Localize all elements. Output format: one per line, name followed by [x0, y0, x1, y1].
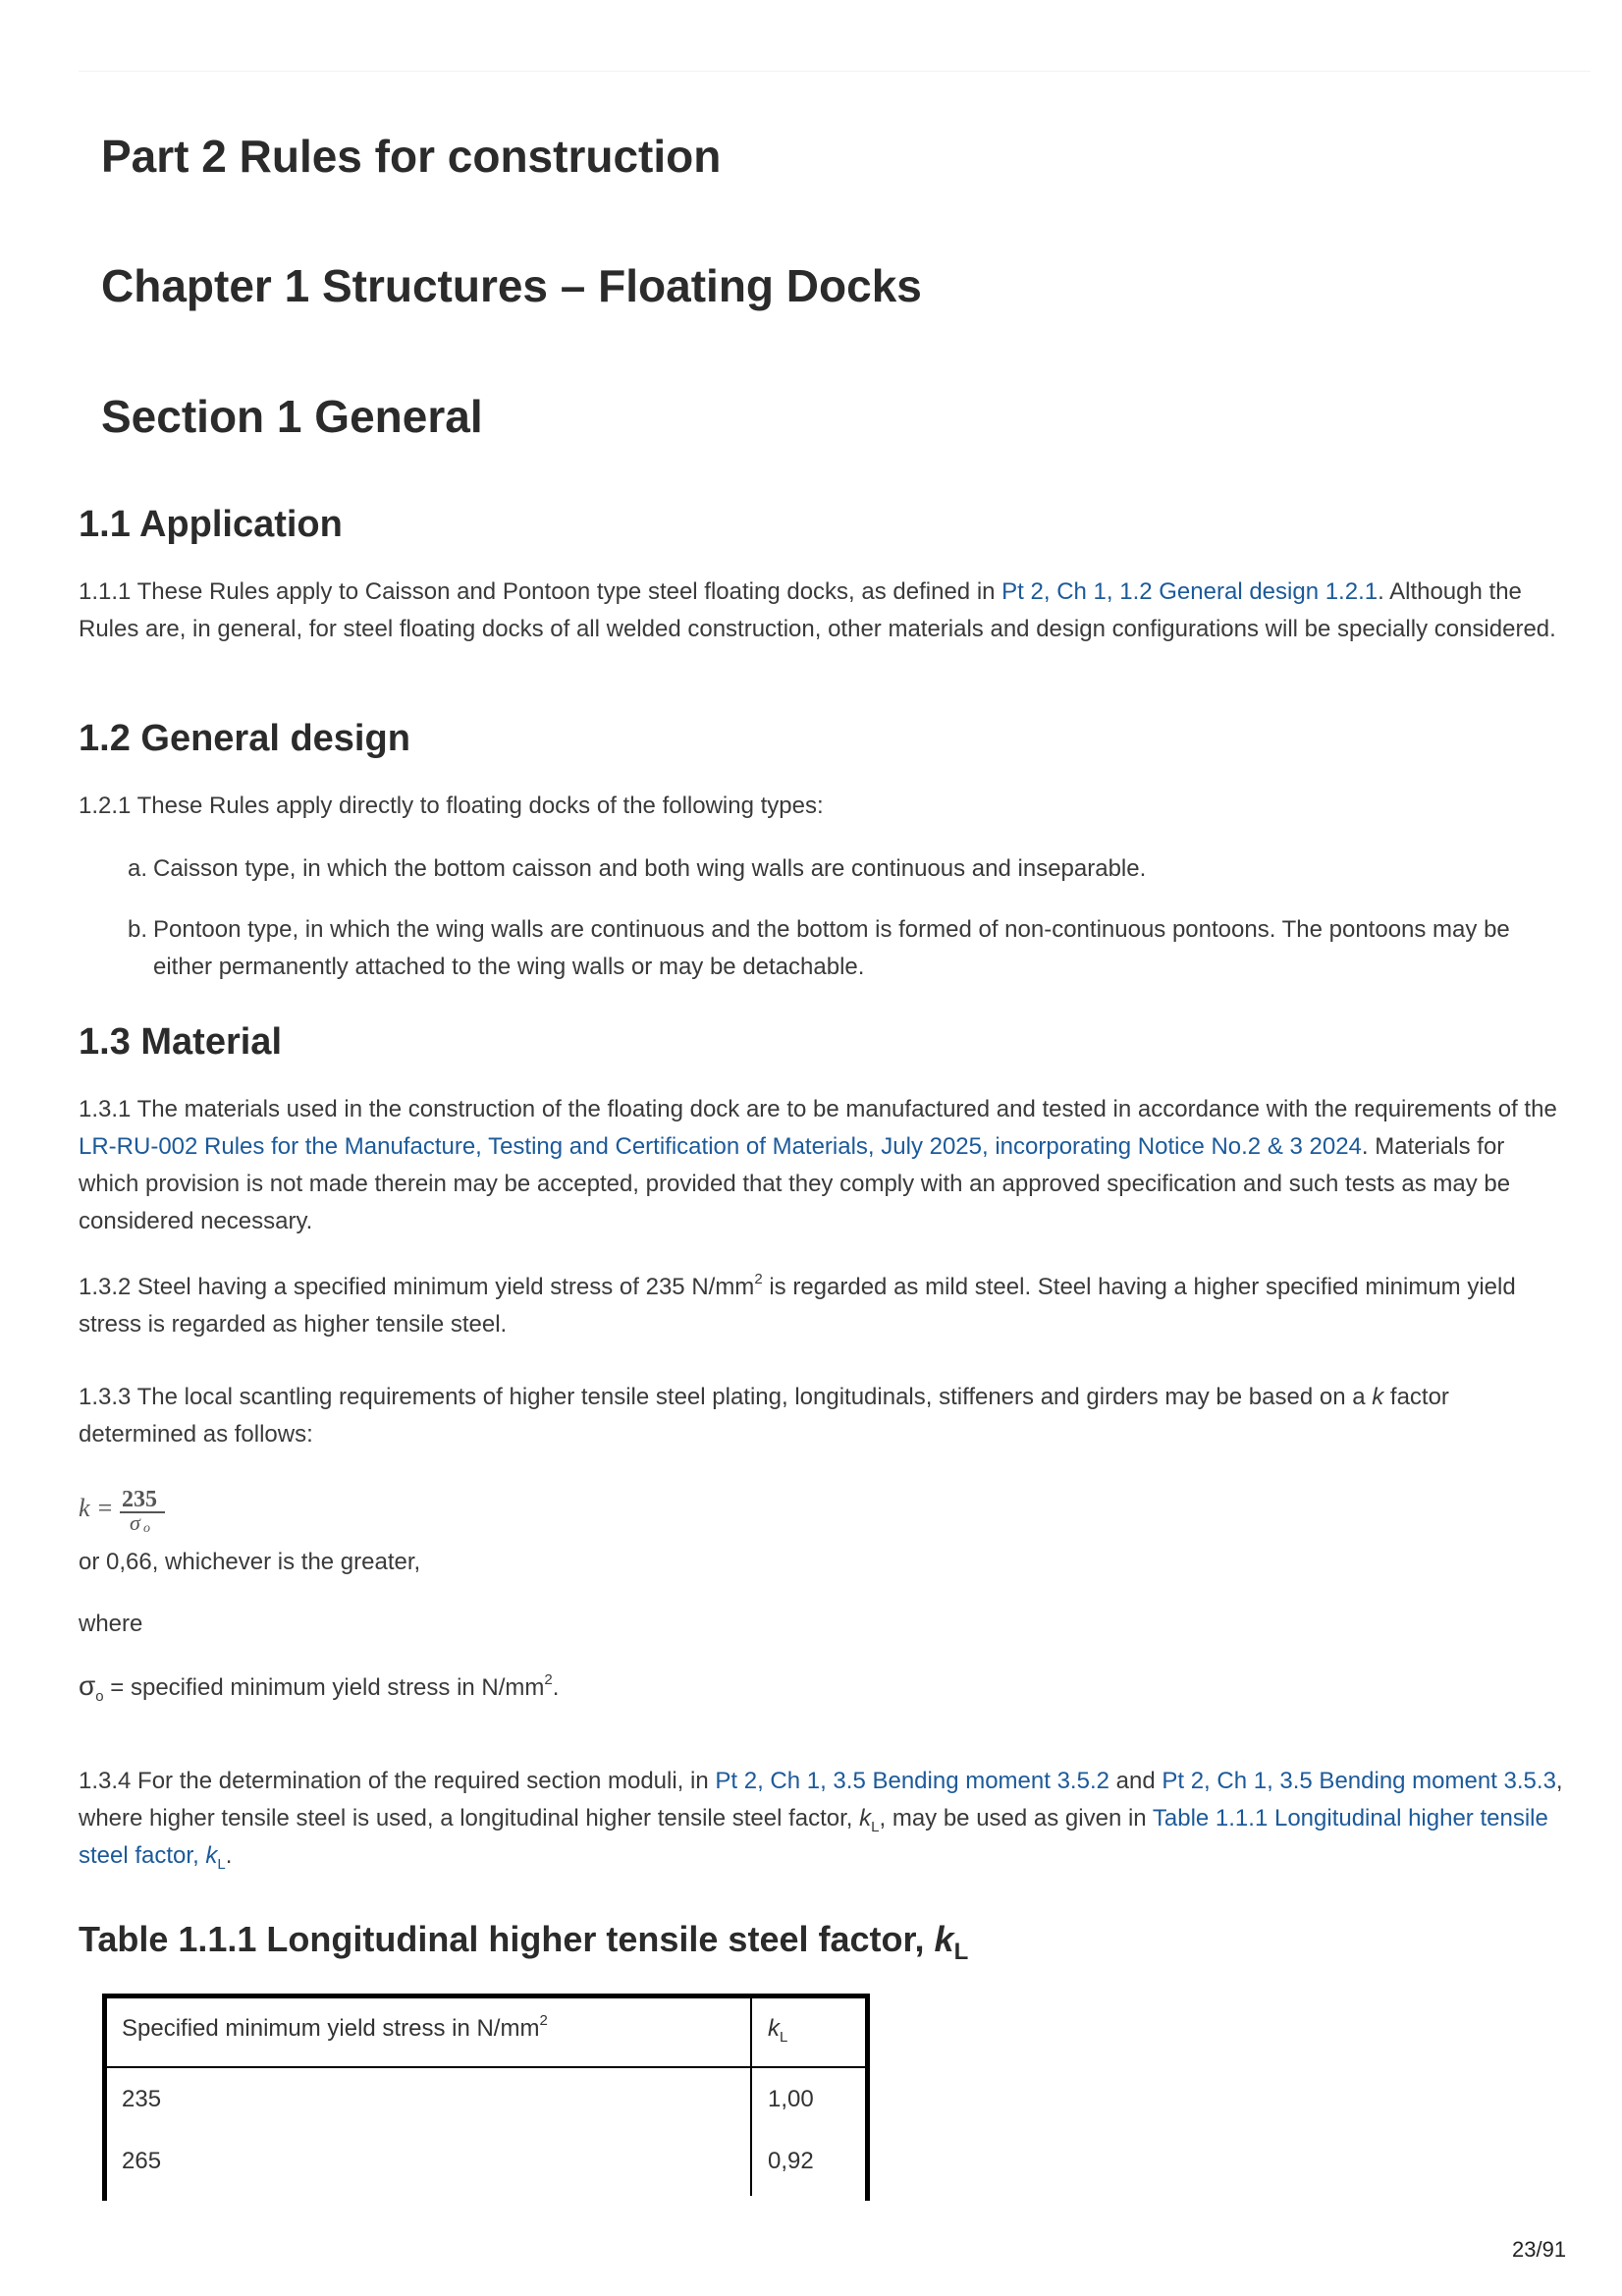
text: is regarded as mild steel. Steel having a higher specified minimum yield stress is regarded as higher tensile steel. — [79, 1274, 1516, 1338]
chapter-title: Chapter 1 Structures – Floating Docks — [101, 260, 922, 311]
paragraph-where: where — [79, 1611, 143, 1637]
text: 1.3.2 Steel having a specified minimum yield stress of 235 N/mm — [79, 1274, 755, 1300]
list-text: Pontoon type, in which the wing walls are continuous and the bottom is formed of non-continuous pontoons. The pontoons may be either permanently attached to the wing walls or may be detachable. — [153, 916, 1510, 980]
paragraph-sigma-definition — [79, 1667, 1571, 1707]
list-item-a — [128, 850, 1571, 888]
paragraph-1-3-3 — [79, 1379, 1571, 1453]
k-symbol: k — [768, 2015, 780, 2042]
text: Specified minimum yield stress in N/mm — [122, 2015, 540, 2042]
k-symbol: k — [934, 1919, 954, 1959]
k-symbol: k — [205, 1842, 218, 1869]
heading-1-3: 1.3 Material — [79, 1021, 282, 1063]
paragraph-1-3-1 — [79, 1091, 1571, 1240]
list-item-b — [128, 911, 1571, 986]
text: 1.3.1 The materials used in the construction of the floating dock are to be manufactured and tested in accordance with the requirements of the — [79, 1096, 1557, 1122]
subscript: L — [953, 1939, 969, 1966]
text: and — [1108, 1768, 1162, 1794]
table-title-text: Table 1.1.1 Longitudinal higher tensile steel factor, — [79, 1919, 935, 1959]
text: factor determined as follows: — [79, 1384, 1449, 1448]
formula-lhs: k = — [79, 1494, 114, 1522]
subscript: o — [95, 1687, 104, 1705]
table-cell-kl-2: 0,92 — [768, 2148, 814, 2174]
list-text: Caisson type, in which the bottom caisson and both wing walls are continuous and inseparable. — [153, 855, 1147, 882]
superscript: 2 — [539, 2012, 548, 2029]
table-cell-stress-1: 235 — [122, 2086, 162, 2112]
text: 1.3.4 For the determination of the required section moduli, in — [79, 1768, 716, 1794]
section-title: Section 1 General — [101, 391, 483, 442]
link-lr-ru-002[interactable]: LR-RU-002 Rules for the Manufacture, Testing and Certification of Materials, July 2025, incorporating Notice No.2 & 3 2024 — [79, 1133, 1362, 1160]
text: 1.3.3 The local scantling requirements of higher tensile steel plating, longitudinals, stiffeners and girders may be based on a — [79, 1384, 1373, 1410]
text: . — [552, 1674, 560, 1701]
formula-denominator: σ — [130, 1510, 140, 1532]
page-number: 23/91 — [1512, 2237, 1567, 2262]
paragraph-1-2-1: 1.2.1 These Rules apply directly to floating docks of the following types: — [79, 793, 824, 819]
subscript: L — [780, 2028, 788, 2046]
text: . Although the Rules are, in general, for steel floating docks of all welded construction, other materials and design configurations will be specially considered. — [79, 578, 1556, 642]
text: 1.1.1 These Rules apply to Caisson and Pontoon type steel floating docks, as defined in — [79, 578, 1002, 605]
formula-denominator-sub: o — [143, 1521, 150, 1532]
link-3-5-2[interactable]: Pt 2, Ch 1, 3.5 Bending moment 3.5.2 — [715, 1768, 1109, 1794]
list-marker: a. — [128, 855, 148, 882]
text: , where higher tensile steel is used, a longitudinal higher tensile steel factor, — [79, 1768, 1563, 1831]
paragraph-1-3-4 — [79, 1763, 1571, 1875]
paragraph-1-1-1 — [79, 574, 1571, 648]
table-header-stress — [122, 2012, 548, 2043]
subscript: L — [217, 1855, 226, 1873]
link-3-5-3[interactable]: Pt 2, Ch 1, 3.5 Bending moment 3.5.3 — [1162, 1768, 1556, 1794]
k-symbol: k — [1372, 1384, 1384, 1410]
text: = specified minimum yield stress in N/mm — [103, 1674, 545, 1701]
part-title: Part 2 Rules for construction — [101, 131, 722, 182]
link-text: Table 1.1.1 Longitudinal higher tensile steel factor, — [79, 1805, 1548, 1869]
formula-numerator: 235 — [122, 1487, 157, 1512]
text: . Materials for which provision is not made therein may be accepted, provided that they comply with an approved specification and such tests as may be considered necessary. — [79, 1133, 1511, 1234]
paragraph-1-3-2 — [79, 1269, 1571, 1343]
table-header-divider — [102, 2066, 870, 2068]
superscript: 2 — [544, 1671, 553, 1688]
sigma-symbol: σ — [79, 1670, 96, 1701]
subscript: L — [871, 1818, 880, 1835]
k-symbol: k — [859, 1805, 872, 1831]
link-pt2-ch1-1-2-1[interactable]: Pt 2, Ch 1, 1.2 General design 1.2.1 — [1001, 578, 1379, 605]
table-title — [79, 1919, 969, 1966]
text: . — [225, 1842, 233, 1869]
superscript: 2 — [754, 1271, 763, 1287]
paragraph-or: or 0,66, whichever is the greater, — [79, 1549, 421, 1575]
table-column-divider — [750, 1994, 752, 2196]
list-marker: b. — [128, 916, 148, 943]
text: , may be used as given in — [879, 1805, 1153, 1831]
k-formula — [79, 1483, 177, 1532]
top-rule — [79, 71, 1591, 72]
heading-1-2: 1.2 General design — [79, 718, 410, 759]
table-cell-kl-1: 1,00 — [768, 2086, 814, 2112]
heading-1-1: 1.1 Application — [79, 504, 343, 545]
table-header-kl — [768, 2015, 788, 2046]
table-cell-stress-2: 265 — [122, 2148, 162, 2174]
